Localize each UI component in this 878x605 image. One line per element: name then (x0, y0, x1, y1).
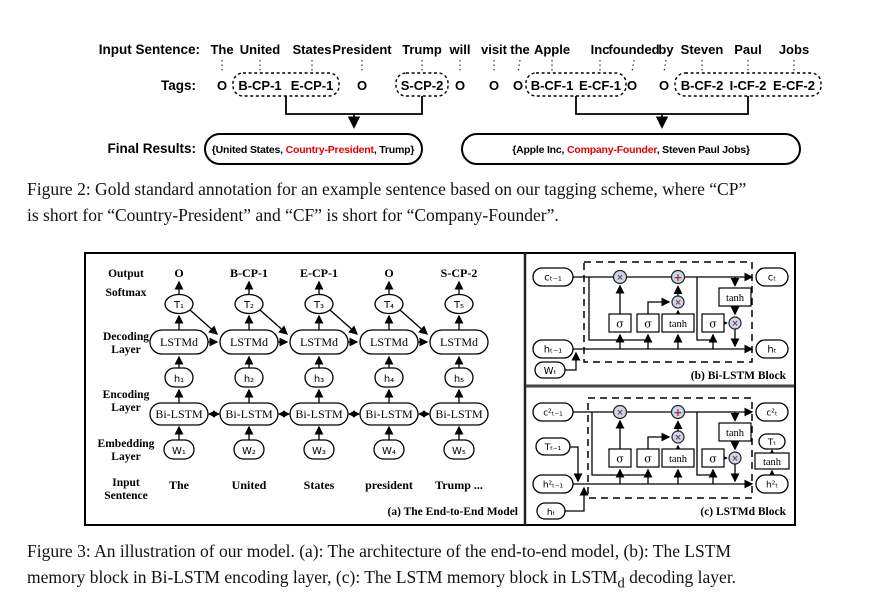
panel-a-row-labels (98, 268, 155, 502)
sigma-gate-label: σ (616, 452, 624, 466)
multiply-symbol: × (674, 433, 682, 443)
fig2-tag: O (454, 78, 466, 93)
fig2-word: United (239, 42, 281, 57)
h-out-label: hₜ (767, 344, 777, 356)
fig2-tags (217, 78, 815, 93)
fig2-word: President (332, 42, 392, 57)
panel-a-input-words (169, 478, 483, 492)
tanh-projection-label: tanh (762, 457, 782, 468)
t-prev-label: Tₜ₋₁ (544, 443, 562, 453)
input-word: Trump ... (435, 478, 483, 492)
bilstm-node-label: Bi-LSTM (435, 407, 483, 421)
fig2-word: founded (608, 42, 660, 57)
output-tag: S-CP-2 (440, 266, 478, 280)
fig2-word: Trump (402, 42, 442, 57)
fig2-word: Jobs (778, 42, 810, 57)
c-prev-label: cₜ₋₁ (544, 272, 562, 284)
tanh-gate-label: tanh (668, 454, 688, 465)
fig2-tag: I-CF-2 (729, 78, 767, 93)
w-node-label: W₄ (382, 446, 396, 457)
h-out-label: h²ₜ (766, 480, 778, 491)
figure3-caption (27, 538, 857, 597)
fig2-words (210, 42, 809, 57)
t-node-label: T₅ (453, 300, 465, 311)
bilstm-node-label: Bi-LSTM (295, 407, 343, 421)
row-label-softmax: Softmax (105, 287, 147, 299)
fig2-word: visit (480, 42, 508, 57)
t-node-label: T₃ (313, 300, 325, 311)
h-node-label: h₂ (243, 374, 255, 385)
figure3-caption-line2: memory block in Bi-LSTM encoding layer, (c): The LSTM memory block in $LSTM_d$ decoding layer. (27, 567, 737, 592)
row-label-encoding2: Layer (111, 402, 141, 414)
h-node-label: h₅ (453, 374, 465, 385)
lstmd-node-label: LSTMd (159, 335, 199, 349)
output-tag: E-CP-1 (300, 266, 338, 280)
add-symbol: + (673, 270, 683, 284)
sigma-gate-label: σ (644, 317, 652, 331)
figure2-caption-line2: is short for “Country-President” and “CF” is short for “Company-Founder”. (27, 205, 559, 225)
fig2-word: will (449, 42, 471, 57)
panel-a-lstmd-nodes (150, 330, 488, 354)
fig2-word: The (210, 42, 234, 57)
w-input-label: Wₜ (543, 366, 557, 377)
multiply-symbol: × (731, 319, 739, 329)
figure2-caption (27, 176, 857, 228)
panel-a-w-nodes (164, 440, 474, 459)
lstmd-block-dashed-box (588, 398, 752, 498)
h-node-label: h₁ (173, 374, 185, 385)
lstmd-node-label: LSTMd (439, 335, 479, 349)
final-results-label: Final Results: (107, 141, 196, 156)
fig2-tag: O (488, 78, 500, 93)
fig2-tag: E-CP-1 (290, 78, 334, 93)
sigma-gate-label: σ (644, 452, 652, 466)
fig2-word: by (658, 42, 674, 57)
multiply-symbol: × (616, 273, 624, 283)
panel-b (533, 262, 788, 382)
row-label-encoding: Encoding (102, 389, 150, 401)
h-encoder-input-label: hₜ (546, 508, 556, 518)
w-node-label: W₃ (312, 446, 326, 457)
panel-a-output-tags (174, 266, 477, 280)
row-label-input: Input (112, 477, 140, 489)
result-triplet-1: {United States, Country-President, Trump} (211, 144, 415, 156)
h-prev-label: h²ₜ₋₁ (542, 480, 564, 491)
fig2-word: Steven (680, 42, 724, 57)
fig2-tag: E-CF-2 (773, 78, 815, 93)
input-sentence-label: Input Sentence: (98, 42, 200, 57)
tanh-gate-label: tanh (668, 319, 688, 330)
fig2-tag: O (512, 78, 524, 93)
w-node-label: W₁ (172, 446, 186, 457)
c-out-label: c²ₜ (766, 408, 778, 419)
bilstm-node-label: Bi-LSTM (155, 407, 203, 421)
t-node-label: T₄ (383, 300, 395, 311)
c-out-label: cₜ (767, 272, 777, 284)
fig2-tag: O (216, 78, 228, 93)
lstmd-node-label: LSTMd (299, 335, 339, 349)
panel-a-bilstm-nodes (150, 403, 488, 425)
w-node-label: W₅ (452, 446, 466, 457)
fig2-tag: S-CP-2 (400, 78, 444, 93)
fig2-word: Apple (533, 42, 571, 57)
bilstm-node-label: Bi-LSTM (365, 407, 413, 421)
fig2-word: States (292, 42, 332, 57)
input-word: States (303, 478, 335, 492)
input-word: president (365, 478, 413, 492)
row-label-decoding2: Layer (111, 344, 141, 356)
fig2-tag: B-CF-2 (680, 78, 724, 93)
row-label-decoding: Decoding (103, 331, 149, 343)
panel-a-softmax-nodes (165, 295, 473, 314)
fig2-tag: B-CP-1 (238, 78, 282, 93)
result-triplet-2: {Apple Inc, Company-Founder, Steven Paul Jobs} (512, 144, 750, 156)
multiply-symbol: × (731, 454, 739, 464)
output-tag: O (384, 266, 394, 280)
input-word: The (168, 478, 190, 492)
panel-c (533, 398, 789, 519)
output-tag: O (174, 266, 184, 280)
panel-a-caption: (a) The End-to-End Model (387, 506, 518, 518)
word-tag-dotted-connectors (222, 60, 794, 72)
panel-b-caption: (b) Bi-LSTM Block (690, 370, 786, 382)
sigma-gate-label: σ (709, 317, 717, 331)
h-prev-label: hₜ₋₁ (543, 344, 563, 356)
t-out-label: Tₜ (767, 438, 777, 448)
fig2-tag: O (658, 78, 670, 93)
multiply-symbol: × (674, 298, 682, 308)
bilstm-node-label: Bi-LSTM (225, 407, 273, 421)
row-label-output: Output (108, 268, 144, 280)
add-symbol: + (673, 405, 683, 419)
sigma-gate-label: σ (616, 317, 624, 331)
panel-c-caption: (c) LSTMd Block (700, 506, 786, 518)
fig2-tag: O (356, 78, 368, 93)
h-node-label: h₃ (313, 374, 325, 385)
figure3-model-diagram (84, 252, 796, 526)
tanh-output-label: tanh (725, 293, 745, 304)
figure3-caption-line1: Figure 3: An illustration of our model. (a): The architecture of the end-to-end model, (b): The LSTM (27, 541, 732, 561)
multiply-symbol: × (616, 408, 624, 418)
fig2-tag: B-CF-1 (530, 78, 574, 93)
tanh-output-label: tanh (725, 428, 745, 439)
t-node-label: T₁ (173, 300, 185, 311)
t-node-label: T₂ (243, 300, 255, 311)
figure2-annotation-diagram (0, 10, 878, 172)
h-node-label: h₄ (383, 374, 395, 385)
input-word: United (231, 478, 267, 492)
row-label-input2: Sentence (104, 490, 148, 502)
panel-a-h-nodes (165, 368, 473, 387)
lstmd-node-label: LSTMd (229, 335, 269, 349)
fig2-tag: E-CF-1 (579, 78, 621, 93)
figure2-caption-line1: Figure 2: Gold standard annotation for an example sentence based on our tagging scheme, where “CP” (27, 179, 747, 199)
sigma-gate-label: σ (709, 452, 717, 466)
c-prev-label: c²ₜ₋₁ (543, 408, 563, 419)
result-brackets (286, 96, 748, 127)
w-node-label: W₂ (242, 446, 256, 457)
tags-label: Tags: (160, 78, 196, 93)
fig2-word: Inc (590, 42, 610, 57)
row-label-embedding2: Layer (111, 451, 141, 463)
lstmd-node-label: LSTMd (369, 335, 409, 349)
fig2-word: the (510, 42, 530, 57)
row-label-embedding: Embedding (97, 438, 155, 450)
output-tag: B-CP-1 (230, 266, 268, 280)
fig2-tag: O (626, 78, 638, 93)
fig2-word: Paul (734, 42, 762, 57)
